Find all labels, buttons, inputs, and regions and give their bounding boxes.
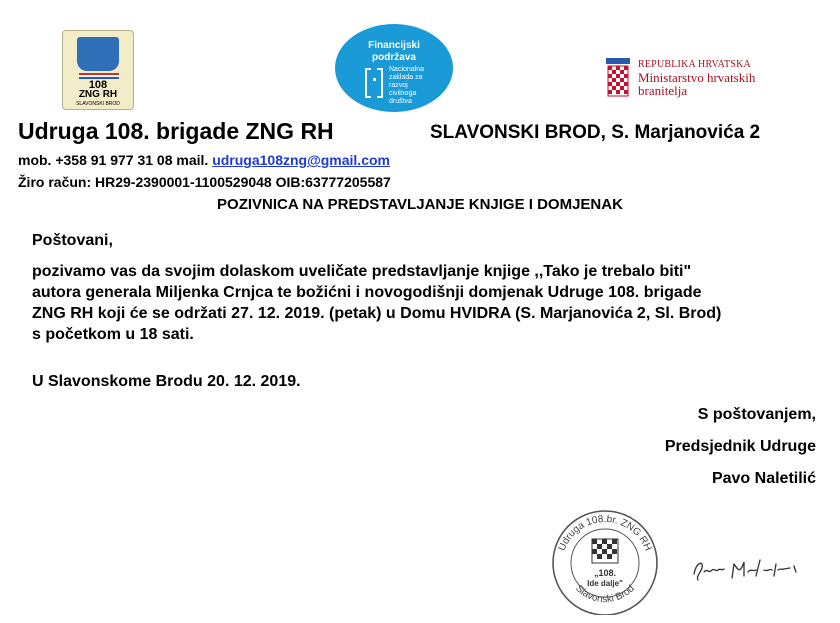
email-link[interactable]: udruga108zng@gmail.com [212,152,390,168]
stamp-ring-top: Udruga 108.br. ZNG RH [556,513,654,553]
paragraph-line: s početkom u 18 sati. [32,326,194,343]
bracket-icon [365,68,383,98]
nzrcd-logo [335,24,453,112]
shield-icon [77,37,119,71]
ministry-text: REPUBLIKA HRVATSKA Ministarstvo hrvatskih branitelja [638,59,756,98]
closing: S poštovanjem, [697,406,816,423]
logo-number: 108 [88,79,108,91]
organization-address: SLAVONSKI BROD, S. Marjanovića 2 [430,122,761,143]
organization-name: Udruga 108. brigade ZNG RH [18,118,334,144]
bank-account-line: Žiro račun: HR29-2390001-1100529048 OIB:63777205587 [18,174,391,190]
official-stamp [540,505,670,615]
invitation-paragraph [32,261,822,345]
checkerboard-shield-icon [592,539,618,563]
greeting: Poštovani, [32,232,113,249]
place-and-date: U Slavonskome Brodu 20. 12. 2019. [32,373,301,390]
president-name: Pavo Naletilić [711,470,816,487]
logo-org: ZNG RH [78,89,118,100]
ministry-logo [604,58,764,108]
contact-line [18,152,390,168]
brigade-logo [62,30,134,110]
logo-city: SLAVONSKI BROD [76,101,120,107]
president-title: Predsjednik Udruge [664,438,816,455]
paragraph-line: autora generala Miljenka Crnjca te božićni i novogodišnji domjenak Udruge 108. brigade [32,284,702,301]
paragraph-line: pozivamo vas da svojim dolaskom uveličate predstavljanje knjige ,,Tako je trebalo biti" [32,263,692,280]
nzrcd-title: Financijski podržava [368,40,420,63]
contact-phone: mob. +358 91 977 31 08 mail. [18,152,213,168]
stamp-number: „108. [593,568,617,578]
document-title: POZIVNICA NA PREDSTAVLJANJE KNJIGE I DOMJENAK [217,196,623,213]
croatian-coat-of-arms-icon [604,58,632,106]
paragraph-line: ZNG RH koji će se održati 27. 12. 2019. (petak) u Domu HVIDRA (S. Marjanovića 2, Sl. Brod) [32,305,722,322]
stamp-ring-bottom: Slavonski Brod [573,583,637,606]
handwritten-signature [690,548,810,588]
nzrcd-subtitle: Nacionalna zaklada za razvoj civilnoga društva [389,66,425,105]
stamp-motto: Ide dalje" [587,579,623,588]
bracket-dot [373,78,376,81]
